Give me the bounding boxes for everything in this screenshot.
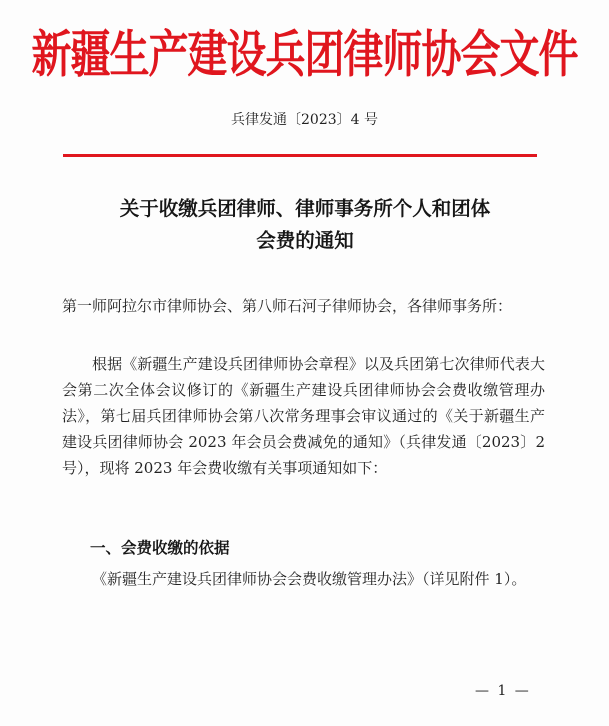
notice-title [60, 193, 550, 257]
notice-paragraph-1: 根据《新疆生产建设兵团律师协会章程》以及兵团第七次律师代表大会第二次全体会议修订的《新疆生产建设兵团律师协会会费收缴管理办法》，第七届兵团律师协会第八次常务理事会审议通过的《关于新疆生产建设兵团律师协会 2023 年会员会费减免的通知》（兵律发通〔2023〕2 号），现将 2023 年会费收缴有关事项通知如下： [62, 355, 545, 477]
document-header-title: 新疆生产建设兵团律师协会文件 [31, 26, 578, 84]
page-number: — 1 — [475, 683, 531, 699]
section-1-heading: 一、会费收缴的依据 [90, 539, 230, 557]
notice-title-line-1: 关于收缴兵团律师、律师事务所个人和团体 [119, 197, 491, 220]
header-divider-line [63, 154, 537, 157]
notice-title-line-2: 会费的通知 [256, 229, 354, 252]
section-1-text: 《新疆生产建设兵团律师协会会费收缴管理办法》（详见附件 1）。 [92, 570, 527, 588]
document-number: 兵律发通〔2023〕4 号 [231, 112, 378, 128]
notice-addressee: 第一师阿拉尔市律师协会、第八师石河子律师协会，各律师事务所： [62, 297, 513, 315]
